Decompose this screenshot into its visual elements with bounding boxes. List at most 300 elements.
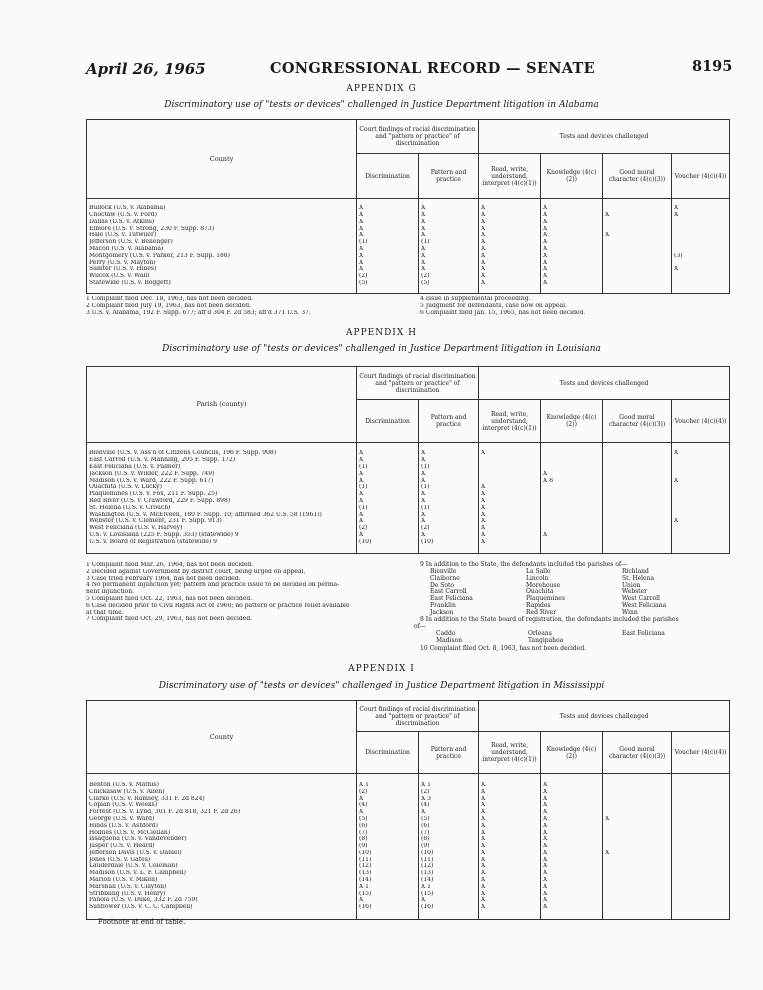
cell-moral	[605, 478, 669, 485]
cell-read: X	[481, 870, 486, 877]
stub-header: Parish (county)	[87, 367, 357, 443]
cell-discrimination: (1)	[359, 504, 368, 511]
cell-discrimination: X	[359, 232, 364, 239]
appendix-i-footnote: Footnote at end of table.	[98, 918, 186, 926]
cell-pattern: (4)	[421, 802, 430, 809]
cell-knowledge: X	[543, 863, 548, 870]
cell-pattern: X	[421, 225, 426, 232]
row-name: Webster (U.S. v. Clement, 231 F. Supp. 913)	[89, 518, 222, 525]
cell-pattern: (16)	[421, 904, 434, 911]
cell-moral	[605, 830, 669, 837]
cell-moral	[605, 484, 669, 491]
cell-read: X	[481, 795, 486, 802]
tests-devices-header: Tests and devices challenged	[479, 367, 730, 400]
row-name: Benton (U.S. v. Mathis)	[89, 781, 159, 788]
cell-pattern: X	[421, 212, 426, 219]
cell-read	[481, 464, 538, 471]
parish-name: De Soto	[430, 581, 455, 589]
parish-row	[430, 596, 712, 603]
cell-knowledge: X	[543, 822, 548, 829]
cell-discrimination: X	[359, 205, 364, 212]
read-header: Read, write, understand, interpret (4(c)(1))	[479, 400, 541, 443]
cell-moral	[605, 518, 669, 525]
header-title: CONGRESSIONAL RECORD — SENATE	[270, 60, 595, 77]
parish-name: Orleans	[528, 630, 552, 637]
cell-pattern: X 3	[421, 795, 431, 802]
cell-moral	[605, 205, 669, 212]
row-name: Jefferson (U.S. v. Bellenger)	[89, 239, 173, 246]
cell-discrimination: X	[359, 457, 364, 464]
appendix-i-caption: Discriminatory use of "tests or devices" challenged in Justice Department litigation in Mississippi	[158, 681, 605, 691]
parish-name: La Salle	[526, 568, 551, 575]
cell-discrimination: (12)	[359, 863, 372, 870]
row-name: Forrest (U.S. v. Lynd, 301 F. 2d 818, 321 F. 2d 26)	[89, 809, 241, 816]
cell-knowledge	[543, 484, 600, 491]
appendix-g-label: APPENDIX G	[346, 84, 417, 94]
cell-moral	[605, 260, 669, 267]
cell-knowledge: X	[543, 246, 548, 252]
cell-pattern: (13)	[421, 870, 434, 877]
cell-moral	[605, 863, 669, 870]
cell-discrimination: (1)	[359, 239, 368, 246]
cell-moral	[605, 219, 669, 226]
cell-moral	[605, 450, 669, 457]
appendix-g-footnotes-right	[420, 296, 585, 316]
cell-pattern: X	[421, 457, 426, 464]
row-name: West Feliciana (U.S. v. Harvey)	[89, 525, 183, 532]
cell-read: X	[481, 279, 486, 286]
cell-pattern: X	[421, 252, 426, 259]
cell-pattern: X	[421, 511, 426, 518]
parish-name: Union	[622, 581, 641, 589]
parish-name	[622, 638, 712, 645]
cell-knowledge: X	[543, 843, 548, 850]
cell-voucher	[674, 457, 727, 464]
cell-knowledge: X	[543, 218, 548, 225]
row-name: Panola (U.S. v. Duke, 332 F. 2d 759)	[89, 897, 198, 904]
appendix-h-caption: Discriminatory use of "tests or devices" challenged in Justice Department litigation in Louisiana	[162, 344, 601, 354]
pattern-column	[419, 443, 479, 554]
read-header: Read, write, understand, interpret (4(c)(1))	[479, 154, 541, 199]
cell-voucher: X	[674, 266, 679, 273]
cell-discrimination: X	[359, 470, 364, 477]
cell-read: X	[481, 843, 486, 850]
cell-discrimination: (1)	[359, 484, 368, 491]
parish-name: West Carroll	[622, 595, 660, 603]
cell-discrimination: X	[359, 450, 364, 457]
cell-knowledge	[543, 539, 600, 546]
cell-pattern: (1)	[421, 239, 430, 246]
cell-knowledge: X	[543, 470, 548, 477]
cell-pattern: X	[421, 218, 426, 225]
cell-knowledge	[543, 518, 600, 525]
cell-knowledge	[543, 464, 600, 471]
discrimination-header: Discrimination	[357, 154, 419, 199]
cell-knowledge: X	[543, 883, 548, 890]
cell-pattern: X	[421, 809, 426, 816]
cell-pattern: X	[421, 498, 426, 504]
read-header: Read, write, understand, interpret (4(c)(1))	[479, 732, 541, 774]
footnote: 6 Complaint filed Jan. 15, 1965, has not been decided.	[420, 309, 586, 316]
parish-name: Claiborne	[430, 574, 460, 582]
cell-knowledge: X	[543, 849, 548, 856]
row-name: Jones (U.S. v. Gates)	[89, 856, 151, 863]
cell-discrimination: X	[359, 491, 364, 498]
cell-moral: X	[605, 815, 610, 822]
court-findings-header: Court findings of racial discrimination and "pattern or practice" of discrimination	[357, 367, 479, 400]
moral-column	[603, 199, 672, 294]
row-name: Statewide (U.S. v. Boggett)	[89, 279, 171, 286]
cell-read: X	[481, 802, 486, 809]
row-name: Hale (U.S. v. Tutwiler)	[89, 232, 157, 239]
cell-read: X	[481, 252, 486, 259]
cell-moral	[605, 782, 669, 789]
cell-knowledge: X	[543, 836, 548, 843]
cell-read: X	[481, 259, 486, 266]
cell-read: X	[481, 883, 486, 890]
cell-moral	[605, 796, 669, 803]
cell-moral	[605, 789, 669, 796]
cell-discrimination: (10)	[359, 849, 372, 856]
cell-moral	[605, 512, 669, 519]
parish-name: Madison	[436, 636, 463, 644]
cell-moral	[605, 539, 669, 546]
row-name: East Feliciana (U.S. v. Palmer)	[89, 464, 181, 471]
parish-row	[430, 583, 712, 590]
cell-read: X	[481, 484, 486, 491]
cell-voucher	[674, 539, 727, 546]
cell-voucher	[674, 226, 727, 233]
cell-pattern: X	[421, 246, 426, 252]
cell-pattern: (6)	[421, 822, 430, 829]
row-name: Wilcox (U.S. v. Wall)	[89, 273, 150, 280]
cell-pattern: X	[421, 232, 426, 239]
pattern-header: Pattern and practice	[419, 400, 479, 443]
cell-discrimination: X	[359, 531, 364, 538]
parish-name: Jackson	[430, 608, 454, 616]
cell-knowledge: X	[543, 259, 548, 266]
cell-moral	[605, 280, 669, 287]
parish-name: Red River	[526, 608, 557, 616]
row-name: Elmore (U.S. v. Strong, 230 F. Supp. 873)	[89, 225, 215, 232]
footnote-9-parish-list	[430, 569, 712, 617]
cell-knowledge: X	[543, 205, 548, 212]
cell-pattern: (1)	[421, 484, 430, 491]
cell-pattern: (15)	[421, 890, 434, 897]
row-name: Choctaw (U.S. v. Ford)	[89, 212, 157, 219]
footnote: 7 Complaint filed Oct. 29, 1963, has not been decided.	[86, 616, 253, 623]
cell-read	[481, 478, 538, 485]
cell-discrimination: (10)	[359, 538, 372, 545]
cell-discrimination: X	[359, 259, 364, 266]
cell-pattern: (10)	[421, 849, 434, 856]
cell-read	[481, 471, 538, 478]
cell-voucher	[674, 273, 727, 280]
cell-voucher	[674, 796, 727, 803]
footnote: nent injunction.	[86, 589, 135, 596]
cell-voucher	[674, 789, 727, 796]
cell-voucher	[674, 280, 727, 287]
parish-row	[436, 638, 712, 645]
cell-discrimination: (9)	[359, 843, 368, 850]
header-date: April 26, 1965	[86, 60, 206, 78]
cell-voucher	[674, 239, 727, 246]
cell-moral	[605, 266, 669, 273]
cell-read: X	[481, 232, 486, 239]
court-findings-header: Court findings of racial discrimination and "pattern or practice" of discrimination	[357, 701, 479, 732]
cell-discrimination: X	[359, 477, 364, 484]
parish-row	[430, 603, 712, 610]
cell-moral	[605, 239, 669, 246]
cell-voucher	[674, 891, 727, 898]
row-name: Madison (U.S. v. Ward, 222 F. Supp. 617)	[89, 477, 214, 484]
cell-read: X	[481, 538, 486, 545]
cell-read: X	[481, 498, 486, 504]
row-names-column	[87, 443, 357, 554]
tests-devices-header: Tests and devices challenged	[479, 120, 730, 154]
cell-pattern: (2)	[421, 525, 430, 532]
cell-voucher: X	[674, 518, 679, 525]
cell-voucher	[674, 484, 727, 491]
row-name: Jackson (U.S. v. Wilder, 222 F. Supp. 749)	[89, 470, 215, 477]
parish-name: Morehouse	[526, 581, 561, 589]
cell-read	[481, 457, 538, 464]
cell-discrimination: X	[359, 498, 364, 504]
cell-voucher	[674, 809, 727, 816]
cell-discrimination: (4)	[359, 802, 368, 809]
cell-moral	[605, 836, 669, 843]
cell-read: X	[481, 863, 486, 870]
row-name: Issaquena (U.S. v. Vandevender)	[89, 836, 187, 843]
row-name: Hinds (U.S. v. Ashford)	[89, 822, 158, 829]
cell-moral	[605, 464, 669, 471]
cell-pattern: (5)	[421, 815, 430, 822]
cell-voucher	[674, 505, 727, 512]
cell-voucher	[674, 850, 727, 857]
cell-pattern: X	[421, 259, 426, 266]
appendix-g-caption: Discriminatory use of "tests or devices" challenged in Justice Department litigation in Alabama	[164, 100, 599, 110]
cell-pattern: (10)	[421, 538, 434, 545]
cell-moral	[605, 246, 669, 253]
cell-read: X	[481, 849, 486, 856]
footnote: 1 Complaint filed Dec. 18, 1963, has not been decided.	[86, 296, 254, 302]
cell-voucher	[674, 782, 727, 789]
cell-pattern: (1)	[421, 464, 430, 471]
cell-voucher	[674, 897, 727, 904]
cell-knowledge: X	[543, 897, 548, 904]
cell-pattern: (1)	[421, 504, 430, 511]
cell-pattern: (9)	[421, 843, 430, 850]
parish-name: St. Helena	[622, 574, 655, 582]
cell-voucher	[674, 464, 727, 471]
cell-pattern: (8)	[421, 836, 430, 843]
cell-moral	[605, 457, 669, 464]
pattern-column	[419, 199, 479, 294]
row-name: Sumter (U.S. v. Hines)	[89, 266, 157, 273]
cell-read: X	[481, 225, 486, 232]
footnote: 4 No permanent injunction yet; pattern and practice issue to be decided on perma-	[86, 582, 340, 589]
cell-voucher	[674, 843, 727, 850]
parish-name: Webster	[622, 588, 647, 596]
row-name: Clarke (U.S. v. Ramsey, 331 F. 2d 824)	[89, 795, 205, 802]
cell-moral	[605, 505, 669, 512]
voucher-column	[672, 199, 730, 294]
cell-read: X	[481, 877, 486, 884]
row-name: Montgomery (U.S. v. Parker, 213 F. Supp. 188)	[89, 252, 230, 259]
cell-moral: X	[605, 212, 610, 219]
row-name: Lauderdale (U.S. v. Coleman)	[89, 863, 178, 870]
cell-discrimination: X	[359, 252, 364, 259]
stub-header: County	[87, 120, 357, 199]
cell-discrimination: (2)	[359, 525, 368, 532]
cell-knowledge: X	[543, 266, 548, 273]
footnote: 2 Complaint filed July 19, 1963, has not been decided.	[86, 302, 252, 309]
cell-voucher	[674, 884, 727, 891]
cell-discrimination: X	[359, 218, 364, 225]
cell-discrimination: (6)	[359, 822, 368, 829]
cell-voucher	[674, 857, 727, 864]
cell-voucher	[674, 816, 727, 823]
row-name: U.S. v. Louisiana (225 F. Supp. 353) (statewide) 9	[89, 531, 239, 538]
cell-pattern: X	[421, 205, 426, 212]
voucher-column	[672, 774, 730, 920]
cell-read: X	[481, 273, 486, 280]
cell-voucher	[674, 877, 727, 884]
row-name: Chickasaw (U.S. v. Allen)	[89, 788, 165, 795]
voucher-column	[672, 443, 730, 554]
discrimination-header: Discrimination	[357, 400, 419, 443]
cell-voucher	[674, 532, 727, 539]
cell-knowledge: X	[543, 815, 548, 822]
cell-knowledge: X	[543, 795, 548, 802]
cell-moral	[605, 471, 669, 478]
footnote: 5 Complaint filed Oct. 22, 1963, has not been decided.	[86, 595, 253, 602]
cell-voucher: X	[674, 205, 679, 212]
appendix-g-footnotes-left	[86, 296, 311, 316]
cell-voucher	[674, 246, 727, 253]
court-findings-header: Court findings of racial discrimination and "pattern or practice" of discrimination	[357, 120, 479, 154]
cell-pattern: X	[421, 491, 426, 498]
knowledge-column	[541, 443, 603, 554]
row-name: Bienville (U.S. v. Ass'n of Citizens Councils, 196 F. Supp. 908)	[89, 450, 277, 457]
cell-discrimination: X	[359, 246, 364, 252]
knowledge-header: Knowledge (4(c)(2))	[541, 400, 603, 443]
cell-pattern: (14)	[421, 877, 434, 884]
discrimination-header: Discrimination	[357, 732, 419, 774]
footnote: 5 Judgment for defendants, case now on appeal.	[420, 302, 567, 309]
row-name: Holmes (U.S. v. McClellan)	[89, 829, 171, 836]
row-name: Jefferson Davis (U.S. v. Daniel)	[89, 849, 182, 856]
row-name: Sunflower (U.S. v. C. C. Campbell)	[89, 904, 193, 911]
cell-discrimination: (15)	[359, 890, 372, 897]
cell-knowledge: X	[543, 788, 548, 795]
parish-name: Winn	[622, 608, 638, 616]
cell-read: X	[481, 246, 486, 252]
cell-voucher: X	[674, 477, 679, 484]
cell-knowledge	[543, 512, 600, 519]
footnote: at that time.	[86, 609, 124, 616]
cell-discrimination: (16)	[359, 904, 372, 911]
cell-knowledge: X	[543, 531, 548, 538]
knowledge-column	[541, 774, 603, 920]
cell-read: X	[481, 856, 486, 863]
cell-voucher	[674, 870, 727, 877]
cell-discrimination: (7)	[359, 829, 368, 836]
cell-knowledge: X	[543, 870, 548, 877]
cell-discrimination: X	[359, 809, 364, 816]
cell-moral	[605, 870, 669, 877]
cell-pattern: (2)	[421, 788, 430, 795]
cell-voucher	[674, 823, 727, 830]
cell-knowledge	[543, 450, 600, 457]
pattern-column	[419, 774, 479, 920]
cell-moral: X	[605, 232, 610, 239]
read-column	[479, 199, 541, 294]
stub-header: County	[87, 701, 357, 774]
h-data-table	[86, 366, 730, 554]
cell-discrimination: X 1	[359, 883, 369, 890]
cell-moral	[605, 532, 669, 539]
cell-read: X	[481, 511, 486, 518]
cell-moral	[605, 904, 669, 911]
cell-pattern: X	[421, 470, 426, 477]
discrimination-column	[357, 774, 419, 920]
parish-row	[430, 569, 712, 576]
footnote-extra-2: of—	[414, 623, 426, 630]
cell-knowledge: X	[543, 232, 548, 239]
cell-voucher	[674, 863, 727, 870]
cell-voucher	[674, 498, 727, 505]
i-data-table	[86, 700, 730, 920]
cell-pattern: X	[421, 477, 426, 484]
parish-name: East Feliciana	[430, 595, 473, 603]
cell-discrimination: (8)	[359, 836, 368, 843]
cell-read: X	[481, 822, 486, 829]
row-name: Washington (U.S. v. McElveen, 180 F. Supp. 10; affirmed 362 U.S. 58 (1961))	[89, 511, 322, 518]
voucher-header: Voucher (4(c)(4))	[672, 400, 730, 443]
voucher-header: Voucher (4(c)(4))	[672, 732, 730, 774]
cell-knowledge: X	[543, 877, 548, 884]
cell-read: X	[481, 205, 486, 212]
row-name: Red River (U.S. v. Crawford, 229 F. Supp. 898)	[89, 498, 231, 504]
cell-moral	[605, 809, 669, 816]
row-name: Madison (U.S. v. L. F. Campbell)	[89, 870, 187, 877]
cell-knowledge: X	[543, 781, 548, 788]
cell-discrimination: X	[359, 897, 364, 904]
parish-name: Ouachita	[526, 588, 554, 596]
row-name: Marshall (U.S. v. Clayton)	[89, 883, 167, 890]
cell-read: X	[481, 212, 486, 219]
cell-discrimination: (13)	[359, 870, 372, 877]
cell-discrimination: X	[359, 225, 364, 232]
cell-read: X	[481, 897, 486, 904]
cell-voucher	[674, 471, 727, 478]
footnote: 3 Case tried February 1964, has not been decided.	[86, 575, 241, 582]
knowledge-column	[541, 199, 603, 294]
cell-discrimination: (14)	[359, 877, 372, 884]
cell-discrimination: (2)	[359, 273, 368, 280]
parish-name: West Feliciana	[622, 601, 667, 609]
moral-header: Good moral character (4(c)(3))	[603, 732, 672, 774]
cell-pattern: X	[421, 897, 426, 904]
cell-moral	[605, 891, 669, 898]
cell-voucher	[674, 512, 727, 519]
discrimination-column	[357, 199, 419, 294]
footnote-10-parish-list	[436, 631, 712, 645]
parish-name: Lincoln	[526, 574, 549, 582]
moral-column	[603, 443, 672, 554]
cell-pattern: (11)	[421, 856, 434, 863]
